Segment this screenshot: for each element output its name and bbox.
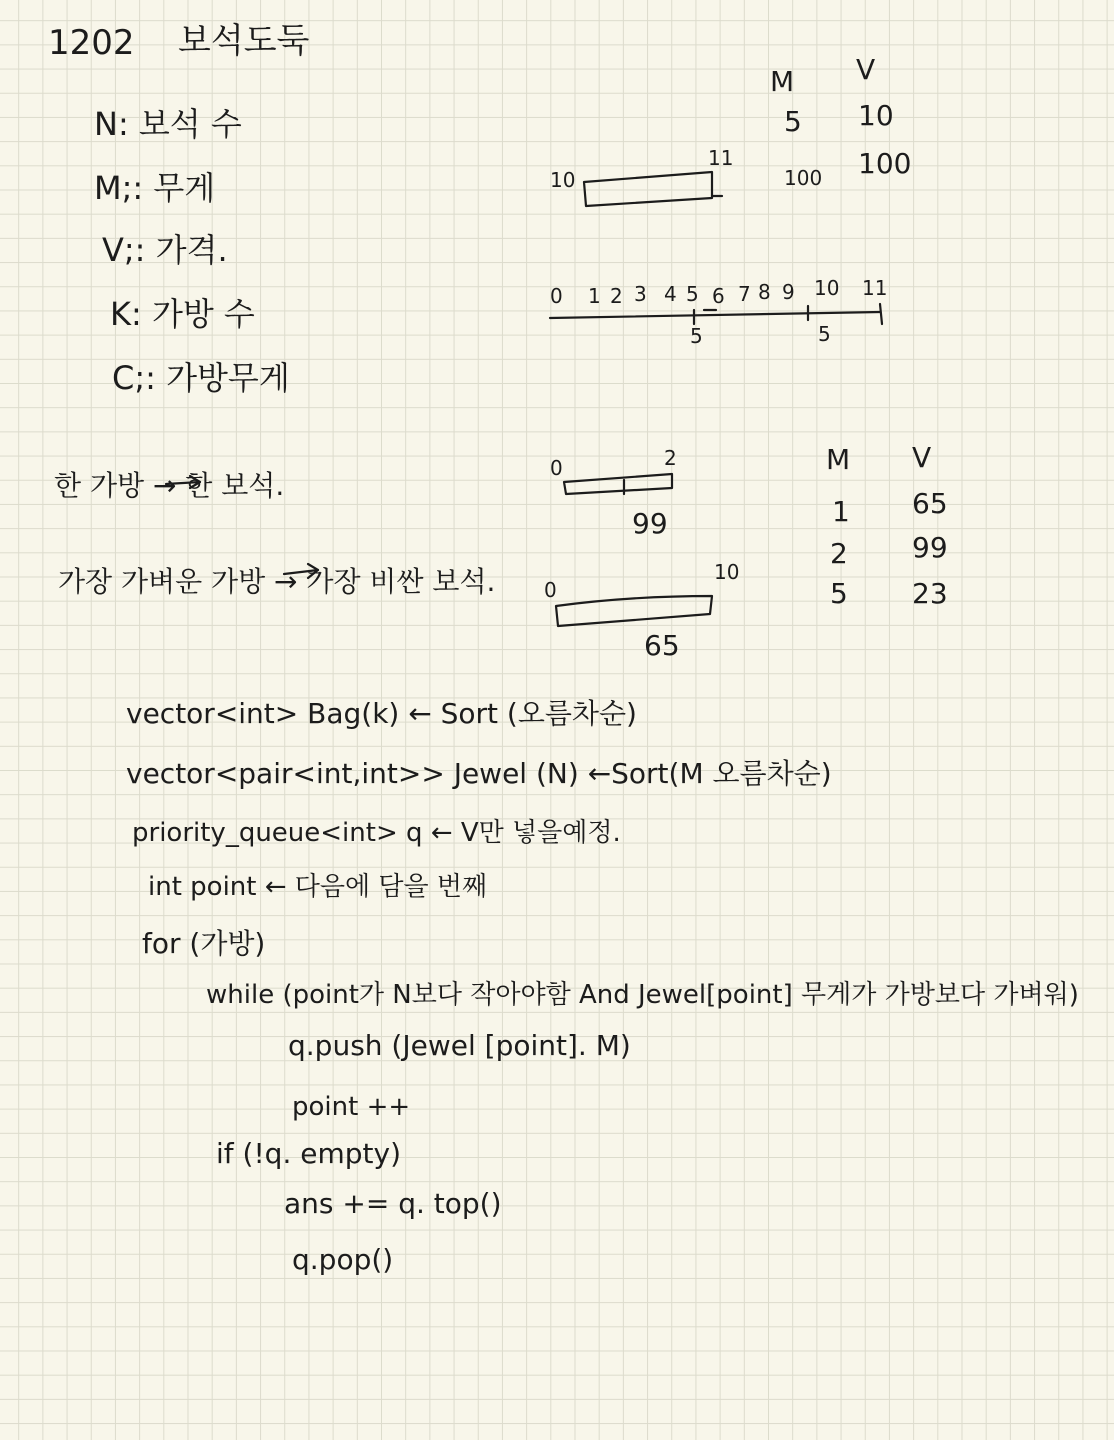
ruler-tick: 10 (814, 276, 840, 300)
problem-title: 보석도둑 (178, 21, 310, 61)
example2-row1-v: 65 (912, 487, 948, 520)
ruler-tick: 5 (686, 282, 699, 306)
code-line-bag-vector: vector<int> Bag(k) ← Sort (오름차순) (126, 697, 637, 730)
example2-bag1-end: 2 (664, 446, 677, 470)
example2-row3-v: 23 (912, 577, 948, 610)
code-line-if-not-empty: if (!q. empty) (216, 1137, 402, 1170)
ruler-tick: 6 (712, 284, 725, 308)
ruler-tick: 11 (862, 276, 888, 300)
example1-bag-shape (584, 172, 712, 206)
ruler-tick: 9 (782, 280, 795, 304)
example1-bag-end: 11 (708, 146, 734, 170)
ruler-mark-label: 5 (690, 324, 703, 348)
example1-row1-m: 5 (784, 105, 802, 138)
example2-header-m: M (826, 443, 851, 476)
ruler-tick: 7 (738, 282, 751, 306)
ruler-tick: 3 (634, 282, 647, 306)
example2-bag2-end: 10 (714, 560, 740, 584)
example1-row2-m: 100 (784, 166, 823, 190)
example1-ruler-end-tick (880, 304, 882, 324)
code-line-for-loop: for (가방) (142, 927, 266, 960)
example2-bag2-value: 65 (644, 629, 680, 662)
ruler-tick: 8 (758, 280, 771, 304)
code-line-q-pop: q.pop() (292, 1243, 394, 1276)
example2-bag1-value: 99 (632, 507, 668, 540)
definition-c: C;: 가방무게 (112, 359, 290, 397)
definition-v: V;: 가격. (102, 231, 228, 269)
definition-n: N: 보석 수 (94, 105, 242, 143)
code-line-ans-accumulate: ans += q. top() (284, 1187, 502, 1220)
example1-bag-start: 10 (550, 168, 576, 192)
code-line-point-increment: point ++ (292, 1092, 411, 1122)
example2-header-v: V (912, 441, 932, 474)
example1-header-m: M (770, 65, 795, 98)
example2-row2-v: 99 (912, 531, 948, 564)
example2-bag2-shape (556, 596, 712, 626)
example1-row2-v: 100 (858, 147, 912, 180)
definition-k: K: 가방 수 (110, 295, 255, 333)
ruler-mark-label: 5 (818, 322, 831, 346)
ruler-tick: 4 (664, 282, 677, 306)
code-line-priority-queue: priority_queue<int> q ← V만 넣을예정. (132, 818, 621, 848)
example2-row2-m: 2 (830, 537, 848, 570)
example2-bag2-start: 0 (544, 578, 557, 602)
example2-row1-m: 1 (832, 495, 850, 528)
ruler-tick: 2 (610, 284, 623, 308)
example2-row3-m: 5 (830, 577, 848, 610)
ruler-tick: 0 (550, 284, 563, 308)
definition-m: M;: 무게 (94, 169, 216, 207)
example2-bag1-shape (564, 474, 672, 494)
code-line-int-point: int point ← 다음에 담을 번째 (148, 872, 488, 902)
example2-bag1-start: 0 (550, 456, 563, 480)
code-line-q-push: q.push (Jewel [point]. M) (288, 1029, 631, 1062)
ruler-tick: 1 (588, 284, 601, 308)
example1-header-v: V (856, 53, 876, 86)
code-line-while-loop: while (point가 N보다 작아야함 And Jewel[point] 무게가 가방보다 가벼워) (206, 980, 1079, 1010)
code-line-jewel-vector: vector<pair<int,int>> Jewel (N) ←Sort(M 오름차순) (126, 757, 832, 790)
example1-row1-v: 10 (858, 99, 894, 132)
problem-number: 1202 (48, 23, 135, 63)
example1-ruler-line (550, 312, 880, 318)
note-lightest-bag-priciest-jewel: 가장 가벼운 가방 → 가장 비싼 보석. (58, 565, 496, 598)
note-one-bag-one-jewel: 한 가방 → 한 보석. (54, 469, 285, 502)
